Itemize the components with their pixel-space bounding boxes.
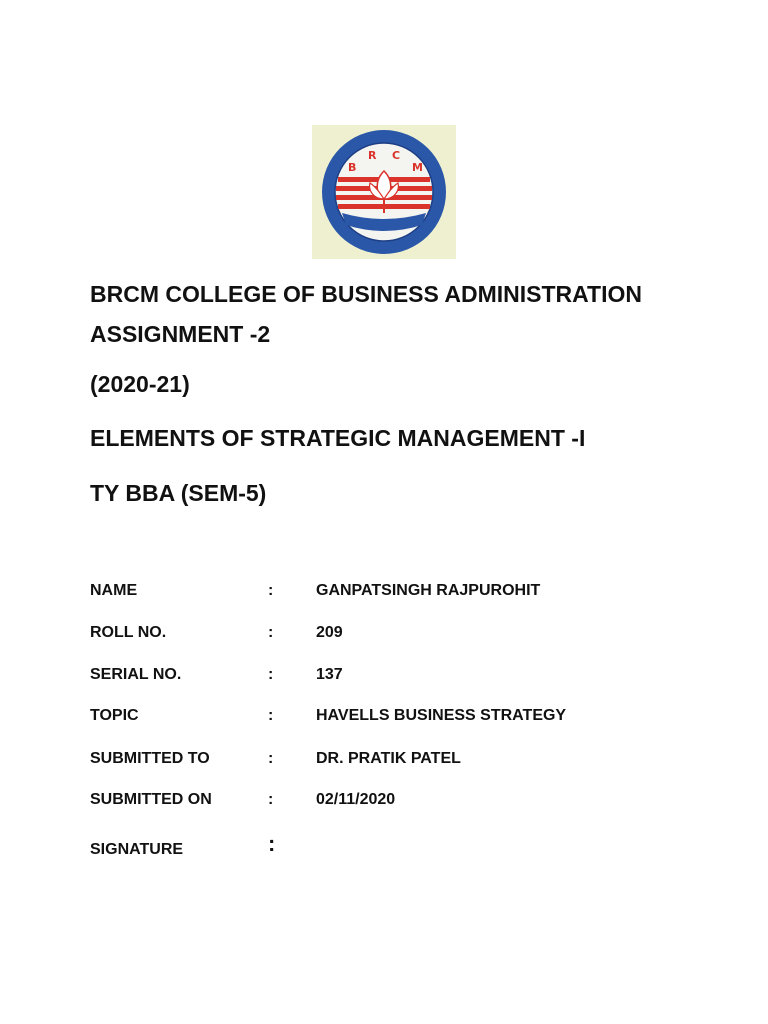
logo-letter-r: R: [368, 149, 377, 162]
submitted-to-value: DR. PRATIK PATEL: [316, 750, 461, 767]
separator: :: [268, 582, 274, 599]
detail-row-topic: [0, 705, 768, 727]
roll-value: 209: [316, 624, 343, 641]
college-logo-emblem: [312, 125, 456, 259]
logo-letter-b: B: [348, 161, 357, 174]
name-value: GANPATSINGH RAJPUROHIT: [316, 582, 541, 599]
detail-row-name: [0, 580, 768, 602]
separator: :: [268, 624, 274, 641]
separator: :: [268, 831, 276, 856]
topic-value: HAVELLS BUSINESS STRATEGY: [316, 707, 567, 724]
class-heading: TY BBA (SEM-5): [90, 480, 267, 506]
academic-year-heading: (2020-21): [90, 371, 190, 397]
detail-row-submitted-on: [0, 789, 768, 811]
assignment-heading: ASSIGNMENT -2: [90, 321, 271, 347]
name-label: NAME: [90, 582, 138, 599]
detail-row-submitted-to: [0, 748, 768, 770]
subject-heading: ELEMENTS OF STRATEGIC MANAGEMENT -I: [90, 425, 586, 451]
roll-label: ROLL NO.: [90, 624, 167, 641]
detail-row-roll: [0, 622, 768, 644]
serial-value: 137: [316, 666, 343, 683]
topic-label: TOPIC: [90, 707, 139, 724]
submitted-to-label: SUBMITTED TO: [90, 750, 210, 767]
college-logo: [312, 125, 456, 259]
signature-label: SIGNATURE: [90, 841, 184, 858]
serial-label: SERIAL NO.: [90, 666, 182, 683]
submitted-on-value: 02/11/2020: [316, 791, 396, 808]
detail-row-signature: [0, 831, 768, 861]
separator: :: [268, 666, 274, 683]
separator: :: [268, 707, 274, 724]
logo-letter-m: M: [412, 161, 423, 174]
college-name-heading: BRCM COLLEGE OF BUSINESS ADMINISTRATION: [90, 281, 642, 307]
separator: :: [268, 750, 274, 767]
logo-letter-c: C: [392, 149, 401, 162]
detail-row-serial: [0, 664, 768, 686]
submitted-on-label: SUBMITTED ON: [90, 791, 212, 808]
separator: :: [268, 791, 274, 808]
